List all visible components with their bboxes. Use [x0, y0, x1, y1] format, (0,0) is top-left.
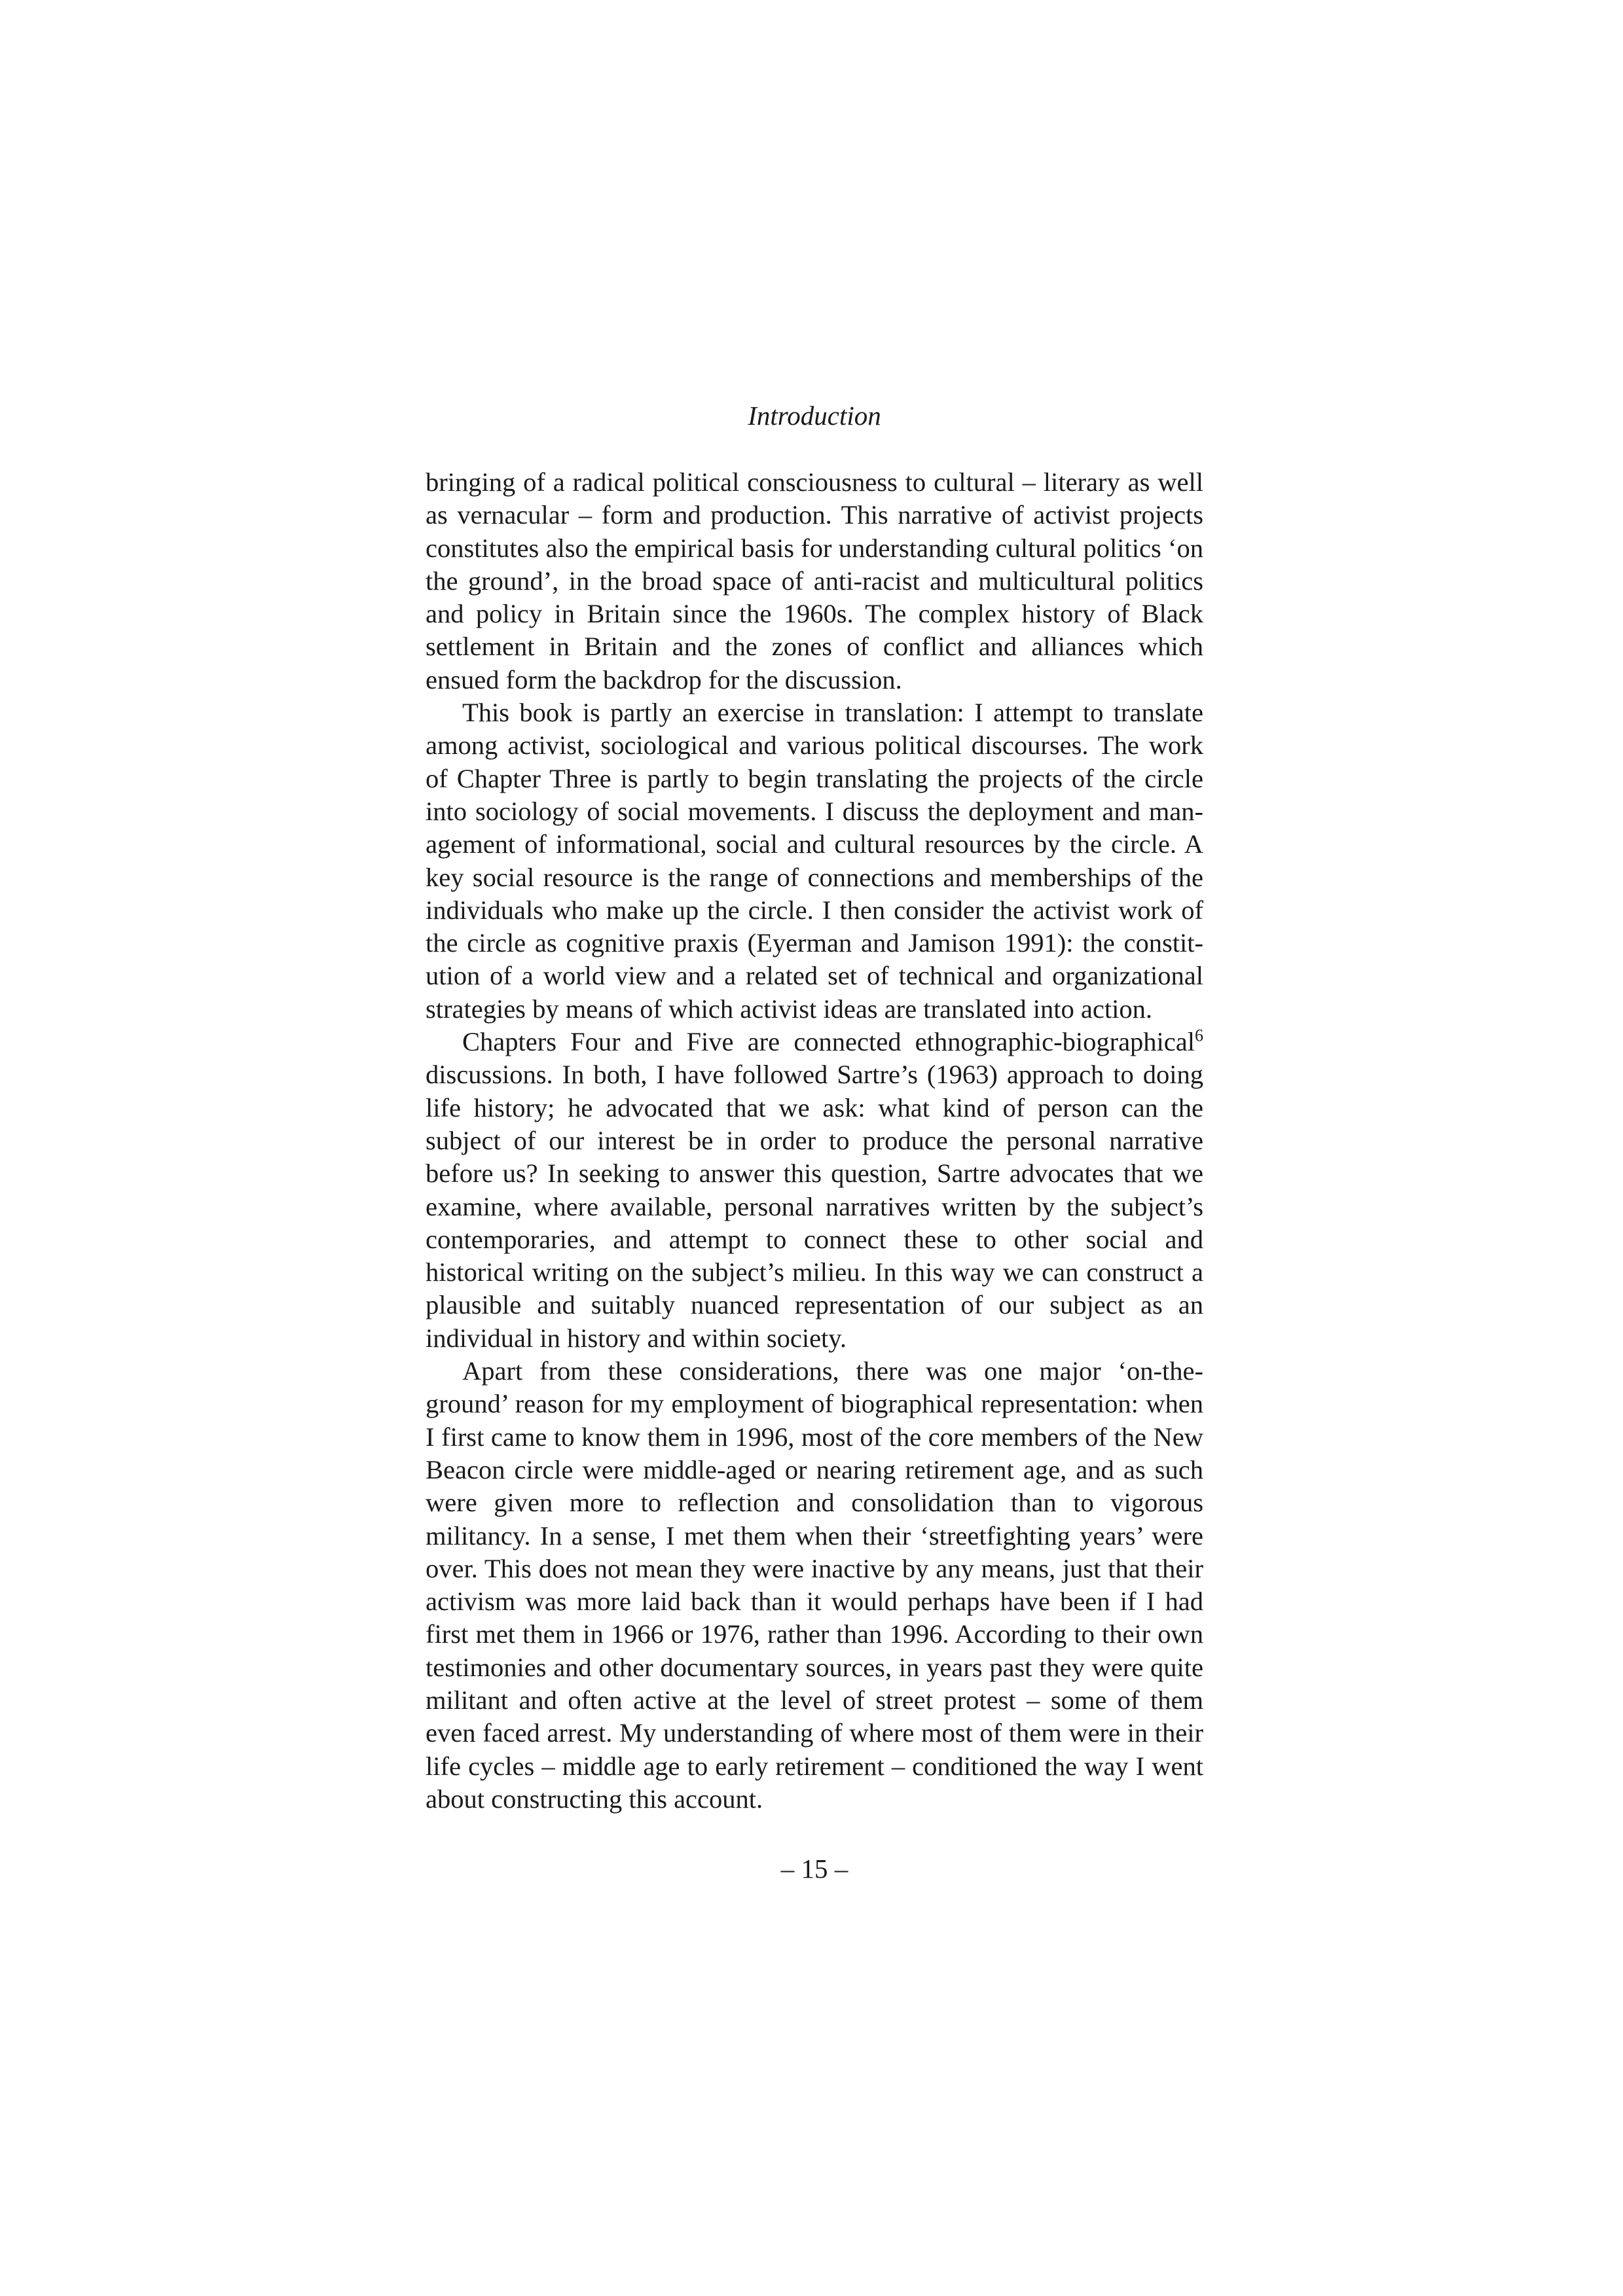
running-head: Introduction — [748, 401, 881, 431]
footnote-reference: 6 — [1195, 1026, 1203, 1045]
paragraph-4: Apart from these considerations, there was one major ‘on-the-ground’ reason for my employment of biographical representation: when I first came to know them in 1996, most of the core members of the New Beacon circle were middle-aged or nearing retirement age, and as such were given more to reflection and consolidation than to vigorous militancy. In a sense, I met them when their ‘streetfighting years’ were over. This does not mean they were inactive by any means, just that their activism was more laid back than it would perhaps have been if I had first met them in 1966 or 1976, rather than 1996. According to their own testimonies and other documentary sources, in years past they were quite militant and often active at the level of street protest – some of them even faced arrest. My understanding of where most of them were in their life cycles – middle age to early retirement – conditioned the way I went about constructing this account. — [426, 1356, 1203, 1814]
paragraph-2: This book is partly an exercise in translation: I attempt to translate among activist, sociological and various political discourses. The work of Chapter Three is partly to begin translating the projects of the circle into sociology of social movements. I discuss the deployment and man-agement of informational, social and cultural resources by the circle. A key social resource is the range of connections and memberships of the individuals who make up the circle. I then consider the activist work of the circle as cognitive praxis (Eyerman and Jamison 1991): the constit-ution of a world view and a related set of technical and organizational strategies by means of which activist ideas are translated into action. — [426, 698, 1203, 1024]
paragraph-3-text-after: discussions. In both, I have followed Sartre’s (1963) approach to doing life history; he advocated that we ask: what kind of person can the subject of our interest be in order to produce the personal narrative before us? In seeking to answer this question, Sartre advocates that we examine, where available, personal narratives written by the subject’s contemporaries, and attempt to connect these to other social and historical writing on the subject’s milieu. In this way we can construct a plausible and suitably nuanced representation of our subject as an individual in history and within society. — [426, 1060, 1203, 1353]
page-number: – 15 – — [780, 1854, 848, 1884]
paragraph-3 — [426, 1026, 1203, 1355]
paragraph-3-text-before: Chapters Four and Five are connected ethnographic-biographical — [462, 1027, 1195, 1057]
body-text — [426, 466, 1203, 1816]
paragraph-1: bringing of a radical political consciousness to cultural – literary as well as vernacular – form and production. This narrative of activist projects constitutes also the empirical basis for understanding cultural politics ‘on the ground’, in the broad space of anti-racist and multicultural politics and policy in Britain since the 1960s. The complex history of Black settlement in Britain and the zones of conflict and alliances which ensued form the backdrop for the discussion. — [426, 467, 1203, 694]
